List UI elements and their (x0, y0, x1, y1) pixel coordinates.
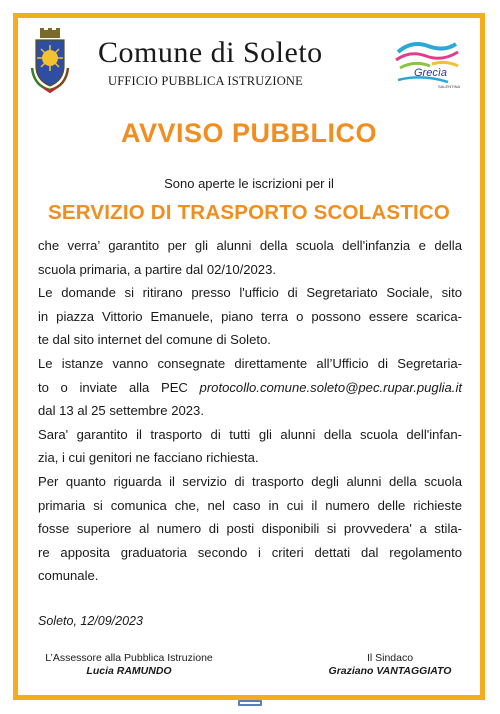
body-line: in piazza Vittorio Emanuele, piano terra o possono essere scarica- (38, 308, 462, 324)
service-title: SERVIZIO DI TRASPORTO SCOLASTICO (47, 201, 451, 224)
logo-wordmark: Grecìa (414, 67, 448, 79)
notice-body (38, 234, 462, 588)
pec-email-link[interactable]: protocollo.comune.soleto@pec.rupar.puglia.it (199, 379, 462, 395)
body-line: zia, i cui genitori ne facciano richiesta. (38, 450, 259, 466)
office-name: UFFICIO PUBBLICA ISTRUZIONE (108, 74, 303, 88)
assessor-signature (36, 652, 222, 678)
body-line: Le istanze vanno consegnate direttamente all’Ufficio di Segretaria- (38, 355, 462, 371)
body-line: fosse superiore al numero di posti disponibili si provvedera' a stila- (38, 521, 462, 537)
mayor-signature (318, 652, 462, 678)
body-line: comunale. (38, 568, 99, 584)
body-line: te dal sito internet del comune di Soleto. (38, 332, 271, 348)
notice-intro: Sono aperte le iscrizioni per il (164, 176, 334, 191)
body-line: dal 13 al 25 settembre 2023. (38, 403, 204, 419)
header-title-block (98, 38, 388, 89)
assessor-role: L’Assessore alla Pubblica Istruzione (45, 652, 213, 664)
logo-subtext: SALENTINA (438, 84, 461, 89)
body-line-text: to o inviate alla PEC (38, 379, 188, 395)
body-line: primaria si comunica che, nel caso in cui il numero delle richieste (38, 497, 462, 513)
date-place: Soleto, 12/09/2023 (38, 614, 143, 628)
body-line: scuola primaria, a partire dal 02/10/2023. (38, 261, 277, 277)
notice-title: AVVISO PUBBLICO (120, 118, 378, 148)
body-line: che verra’ garantito per gli alunni della scuola dell'infanzia e della (38, 238, 462, 253)
body-line: Le domande si ritirano presso l'ufficio di Segretariato Sociale, sito (38, 285, 462, 301)
mayor-role: Il Sindaco (366, 652, 414, 664)
assessor-name: Lucia RAMUNDO (86, 665, 172, 677)
municipal-crest-icon (28, 28, 72, 94)
mayor-name: Graziano VANTAGGIATO (328, 665, 452, 677)
body-line-pec (38, 376, 462, 400)
body-line: Per quanto riguarda il servizio di trasporto degli alunni della scuola (38, 473, 462, 489)
printer-mark-icon (236, 697, 264, 709)
body-line: Sara' garantito il trasporto di tutti gli alunni della scuola dell'infan- (38, 426, 462, 442)
municipality-name: Comune di Soleto (98, 36, 323, 69)
body-line: re apposita graduatoria secondo i criteri dettati dal regolamento (38, 544, 462, 560)
grecia-salentina-logo (392, 38, 462, 90)
